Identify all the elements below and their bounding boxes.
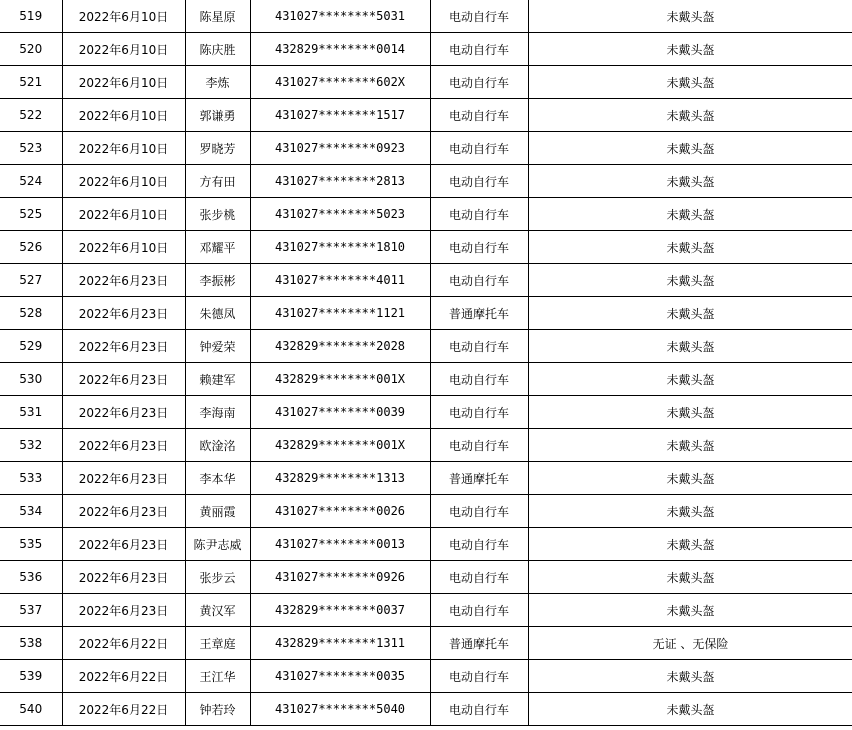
vehicle-type-cell: 普通摩托车 xyxy=(430,297,528,330)
vehicle-type-cell: 电动自行车 xyxy=(430,594,528,627)
table-row xyxy=(0,693,852,726)
date-cell: 2022年6月22日 xyxy=(62,693,185,726)
vehicle-type-cell: 电动自行车 xyxy=(430,165,528,198)
id-number-cell: 431027********1810 xyxy=(250,231,430,264)
id-number-cell: 432829********1313 xyxy=(250,462,430,495)
row-number-cell: 529 xyxy=(0,330,62,363)
row-number-cell: 533 xyxy=(0,462,62,495)
row-number-cell: 537 xyxy=(0,594,62,627)
violation-cell: 未戴头盔 xyxy=(528,231,852,264)
id-number-cell: 431027********5023 xyxy=(250,198,430,231)
id-number-cell: 431027********2813 xyxy=(250,165,430,198)
id-number-cell: 431027********1121 xyxy=(250,297,430,330)
person-name-cell: 黄丽霞 xyxy=(185,495,250,528)
violation-cell: 未戴头盔 xyxy=(528,66,852,99)
person-name-cell: 李振彬 xyxy=(185,264,250,297)
date-cell: 2022年6月10日 xyxy=(62,99,185,132)
date-cell: 2022年6月23日 xyxy=(62,528,185,561)
table-row xyxy=(0,528,852,561)
vehicle-type-cell: 电动自行车 xyxy=(430,693,528,726)
date-cell: 2022年6月23日 xyxy=(62,429,185,462)
violation-cell: 未戴头盔 xyxy=(528,693,852,726)
row-number-cell: 523 xyxy=(0,132,62,165)
row-number-cell: 532 xyxy=(0,429,62,462)
violation-cell: 未戴头盔 xyxy=(528,99,852,132)
person-name-cell: 朱德凤 xyxy=(185,297,250,330)
person-name-cell: 李本华 xyxy=(185,462,250,495)
id-number-cell: 432829********001X xyxy=(250,429,430,462)
table-row xyxy=(0,264,852,297)
violation-cell: 未戴头盔 xyxy=(528,363,852,396)
vehicle-type-cell: 电动自行车 xyxy=(430,330,528,363)
row-number-cell: 539 xyxy=(0,660,62,693)
vehicle-type-cell: 电动自行车 xyxy=(430,231,528,264)
violation-cell: 未戴头盔 xyxy=(528,528,852,561)
person-name-cell: 郭谦勇 xyxy=(185,99,250,132)
date-cell: 2022年6月23日 xyxy=(62,396,185,429)
violation-cell: 未戴头盔 xyxy=(528,264,852,297)
date-cell: 2022年6月23日 xyxy=(62,297,185,330)
violation-cell: 未戴头盔 xyxy=(528,462,852,495)
row-number-cell: 528 xyxy=(0,297,62,330)
table-row xyxy=(0,66,852,99)
person-name-cell: 赖建军 xyxy=(185,363,250,396)
table-row xyxy=(0,495,852,528)
row-number-cell: 531 xyxy=(0,396,62,429)
row-number-cell: 519 xyxy=(0,0,62,33)
person-name-cell: 钟若玲 xyxy=(185,693,250,726)
violation-cell: 未戴头盔 xyxy=(528,594,852,627)
table-row xyxy=(0,330,852,363)
date-cell: 2022年6月10日 xyxy=(62,198,185,231)
row-number-cell: 520 xyxy=(0,33,62,66)
table-row xyxy=(0,231,852,264)
vehicle-type-cell: 电动自行车 xyxy=(430,561,528,594)
date-cell: 2022年6月23日 xyxy=(62,495,185,528)
violation-cell: 未戴头盔 xyxy=(528,198,852,231)
table-row xyxy=(0,0,852,33)
row-number-cell: 540 xyxy=(0,693,62,726)
table-row xyxy=(0,198,852,231)
person-name-cell: 张步云 xyxy=(185,561,250,594)
date-cell: 2022年6月23日 xyxy=(62,561,185,594)
violation-cell: 未戴头盔 xyxy=(528,660,852,693)
table-row xyxy=(0,462,852,495)
person-name-cell: 李海南 xyxy=(185,396,250,429)
id-number-cell: 432829********2028 xyxy=(250,330,430,363)
id-number-cell: 431027********0026 xyxy=(250,495,430,528)
violation-cell: 未戴头盔 xyxy=(528,297,852,330)
person-name-cell: 王江华 xyxy=(185,660,250,693)
date-cell: 2022年6月22日 xyxy=(62,660,185,693)
violation-cell: 未戴头盔 xyxy=(528,165,852,198)
id-number-cell: 432829********001X xyxy=(250,363,430,396)
id-number-cell: 432829********1311 xyxy=(250,627,430,660)
id-number-cell: 431027********5031 xyxy=(250,0,430,33)
violation-cell: 未戴头盔 xyxy=(528,33,852,66)
id-number-cell: 431027********0035 xyxy=(250,660,430,693)
vehicle-type-cell: 电动自行车 xyxy=(430,495,528,528)
vehicle-type-cell: 电动自行车 xyxy=(430,396,528,429)
table-row xyxy=(0,363,852,396)
table-row xyxy=(0,594,852,627)
person-name-cell: 陈尹志威 xyxy=(185,528,250,561)
id-number-cell: 432829********0014 xyxy=(250,33,430,66)
violation-cell: 未戴头盔 xyxy=(528,396,852,429)
violation-cell: 无证 、无保险 xyxy=(528,627,852,660)
violation-cell: 未戴头盔 xyxy=(528,561,852,594)
id-number-cell: 431027********602X xyxy=(250,66,430,99)
table-row xyxy=(0,33,852,66)
table-row xyxy=(0,561,852,594)
table-row xyxy=(0,429,852,462)
row-number-cell: 521 xyxy=(0,66,62,99)
date-cell: 2022年6月23日 xyxy=(62,462,185,495)
violation-cell: 未戴头盔 xyxy=(528,0,852,33)
row-number-cell: 536 xyxy=(0,561,62,594)
vehicle-type-cell: 普通摩托车 xyxy=(430,627,528,660)
person-name-cell: 欧淦洺 xyxy=(185,429,250,462)
table-row xyxy=(0,132,852,165)
person-name-cell: 陈庆胜 xyxy=(185,33,250,66)
violation-cell: 未戴头盔 xyxy=(528,330,852,363)
date-cell: 2022年6月23日 xyxy=(62,594,185,627)
date-cell: 2022年6月10日 xyxy=(62,33,185,66)
vehicle-type-cell: 电动自行车 xyxy=(430,66,528,99)
table-row xyxy=(0,660,852,693)
date-cell: 2022年6月22日 xyxy=(62,627,185,660)
person-name-cell: 陈星原 xyxy=(185,0,250,33)
person-name-cell: 方有田 xyxy=(185,165,250,198)
vehicle-type-cell: 电动自行车 xyxy=(430,363,528,396)
row-number-cell: 525 xyxy=(0,198,62,231)
id-number-cell: 431027********5040 xyxy=(250,693,430,726)
row-number-cell: 535 xyxy=(0,528,62,561)
date-cell: 2022年6月10日 xyxy=(62,66,185,99)
date-cell: 2022年6月10日 xyxy=(62,231,185,264)
table-row xyxy=(0,396,852,429)
row-number-cell: 524 xyxy=(0,165,62,198)
id-number-cell: 431027********4011 xyxy=(250,264,430,297)
person-name-cell: 黄汉军 xyxy=(185,594,250,627)
id-number-cell: 432829********0037 xyxy=(250,594,430,627)
id-number-cell: 431027********0013 xyxy=(250,528,430,561)
date-cell: 2022年6月10日 xyxy=(62,132,185,165)
row-number-cell: 530 xyxy=(0,363,62,396)
vehicle-type-cell: 电动自行车 xyxy=(430,528,528,561)
vehicle-type-cell: 电动自行车 xyxy=(430,99,528,132)
vehicle-type-cell: 电动自行车 xyxy=(430,132,528,165)
person-name-cell: 邓耀平 xyxy=(185,231,250,264)
person-name-cell: 王章庭 xyxy=(185,627,250,660)
vehicle-type-cell: 电动自行车 xyxy=(430,33,528,66)
id-number-cell: 431027********0039 xyxy=(250,396,430,429)
table-row xyxy=(0,165,852,198)
table-row xyxy=(0,297,852,330)
person-name-cell: 李炼 xyxy=(185,66,250,99)
row-number-cell: 534 xyxy=(0,495,62,528)
date-cell: 2022年6月23日 xyxy=(62,264,185,297)
vehicle-type-cell: 电动自行车 xyxy=(430,429,528,462)
vehicle-type-cell: 电动自行车 xyxy=(430,198,528,231)
id-number-cell: 431027********0923 xyxy=(250,132,430,165)
table-row xyxy=(0,99,852,132)
date-cell: 2022年6月10日 xyxy=(62,0,185,33)
person-name-cell: 罗晓芳 xyxy=(185,132,250,165)
date-cell: 2022年6月10日 xyxy=(62,165,185,198)
date-cell: 2022年6月23日 xyxy=(62,330,185,363)
vehicle-type-cell: 电动自行车 xyxy=(430,264,528,297)
vehicle-type-cell: 普通摩托车 xyxy=(430,462,528,495)
table-row xyxy=(0,627,852,660)
vehicle-type-cell: 电动自行车 xyxy=(430,660,528,693)
date-cell: 2022年6月23日 xyxy=(62,363,185,396)
person-name-cell: 张步桃 xyxy=(185,198,250,231)
violation-cell: 未戴头盔 xyxy=(528,429,852,462)
row-number-cell: 526 xyxy=(0,231,62,264)
id-number-cell: 431027********1517 xyxy=(250,99,430,132)
violation-cell: 未戴头盔 xyxy=(528,132,852,165)
row-number-cell: 538 xyxy=(0,627,62,660)
violation-cell: 未戴头盔 xyxy=(528,495,852,528)
row-number-cell: 522 xyxy=(0,99,62,132)
person-name-cell: 钟爱荣 xyxy=(185,330,250,363)
row-number-cell: 527 xyxy=(0,264,62,297)
vehicle-type-cell: 电动自行车 xyxy=(430,0,528,33)
id-number-cell: 431027********0926 xyxy=(250,561,430,594)
